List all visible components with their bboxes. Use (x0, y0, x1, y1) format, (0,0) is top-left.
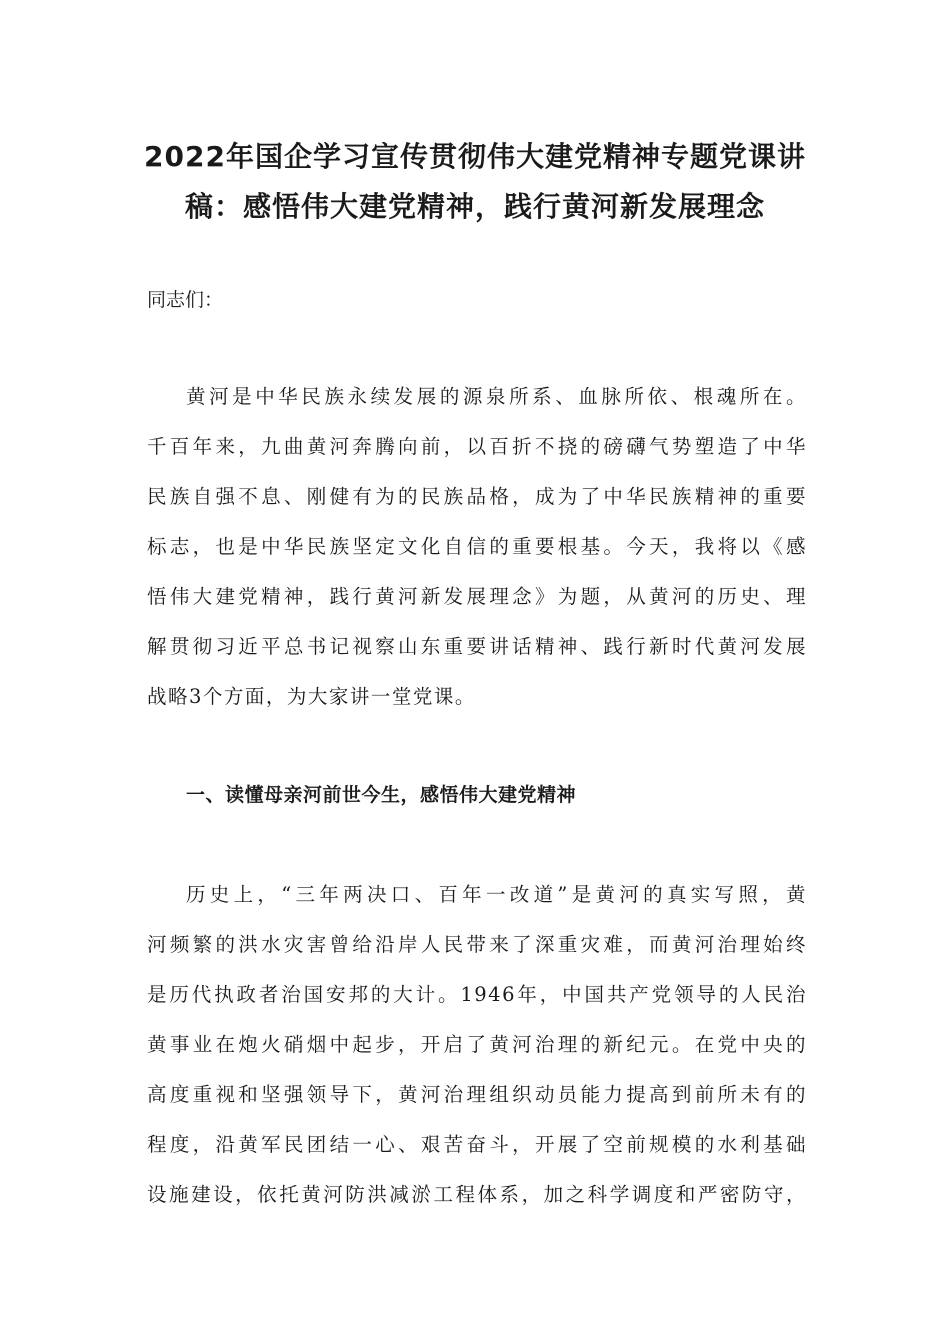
section-heading: 一、读懂母亲河前世今生，感悟伟大建党精神 (186, 784, 577, 806)
paragraph-line: 是历代执政者治国安邦的大计。1946年，中国共产党领导的人民治 (147, 983, 807, 1006)
paragraph-line: 高度重视和坚强领导下，黄河治理组织动员能力提高到前所未有的 (147, 1083, 807, 1106)
paragraph-line: 悟伟大建党精神，践行黄河新发展理念》为题，从黄河的历史、理 (147, 585, 807, 608)
paragraph-line: 黄事业在炮火硝烟中起步，开启了黄河治理的新纪元。在党中央的 (147, 1033, 807, 1056)
document-title (130, 132, 820, 232)
paragraph-line: 程度，沿黄军民团结一心、艰苦奋斗，开展了空前规模的水利基础 (147, 1133, 807, 1156)
paragraph-line: 民族自强不息、刚健有为的民族品格，成为了中华民族精神的重要 (147, 485, 807, 508)
paragraph-intro (147, 372, 807, 722)
paragraph-line: 解贯彻习近平总书记视察山东重要讲话精神、践行新时代黄河发展 (147, 635, 807, 658)
paragraph-line: 黄河是中华民族永续发展的源泉所系、血脉所依、根魂所在。 (186, 385, 807, 408)
title-line: 2022年国企学习宣传贯彻伟大建党精神专题党课讲 (144, 140, 806, 173)
paragraph-line: 河频繁的洪水灾害曾给沿岸人民带来了深重灾难，而黄河治理始终 (147, 933, 807, 956)
paragraph-history (147, 870, 807, 1220)
paragraph-line: 标志，也是中华民族坚定文化自信的重要根基。今天，我将以《感 (147, 535, 807, 558)
paragraph-line: 千百年来，九曲黄河奔腾向前，以百折不挠的磅礴气势塑造了中华 (147, 435, 807, 458)
paragraph-line: 历史上，“三年两决口、百年一改道”是黄河的真实写照，黄 (186, 883, 807, 906)
salutation: 同志们： (147, 289, 224, 311)
title-line: 稿：感悟伟大建党精神，践行黄河新发展理念 (184, 190, 765, 223)
paragraph-line: 战略3个方面，为大家讲一堂党课。 (147, 685, 476, 708)
paragraph-line: 设施建设，依托黄河防洪减淤工程体系，加之科学调度和严密防守， (147, 1183, 807, 1206)
